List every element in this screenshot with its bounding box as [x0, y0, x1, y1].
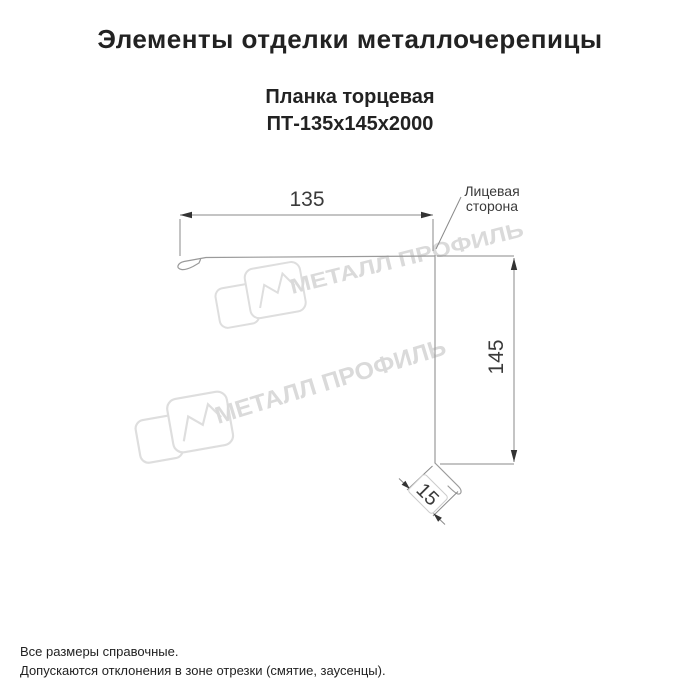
- page-title: Элементы отделки металлочерепицы: [97, 24, 603, 54]
- footer-note-2: Допускаются отклонения в зоне отрезки (смятие, заусенцы).: [20, 663, 386, 678]
- arrow-right-icon: [421, 212, 433, 218]
- face-side-label: Лицевая сторона: [464, 183, 520, 214]
- dimension-145-label: 145: [485, 339, 508, 375]
- footer-note-1: Все размеры справочные.: [20, 644, 179, 659]
- arrow-up-icon: [511, 258, 517, 270]
- dimension-15-label: 15: [411, 479, 443, 511]
- watermark-lower: [132, 334, 450, 464]
- product-code: ПТ-135х145х2000: [266, 113, 434, 135]
- dimension-135-label: 135: [289, 188, 325, 211]
- footer-notes: [20, 642, 386, 680]
- watermark-upper: [212, 218, 526, 329]
- watermark-text: МЕТАЛЛ ПРОФИЛЬ: [287, 227, 489, 299]
- watermark-text: МЕТАЛЛ ПРОФИЛЬ: [211, 336, 441, 430]
- product-name: Планка торцевая: [265, 86, 435, 108]
- arrow-down-icon: [511, 450, 517, 462]
- arrow-left-icon: [180, 212, 192, 218]
